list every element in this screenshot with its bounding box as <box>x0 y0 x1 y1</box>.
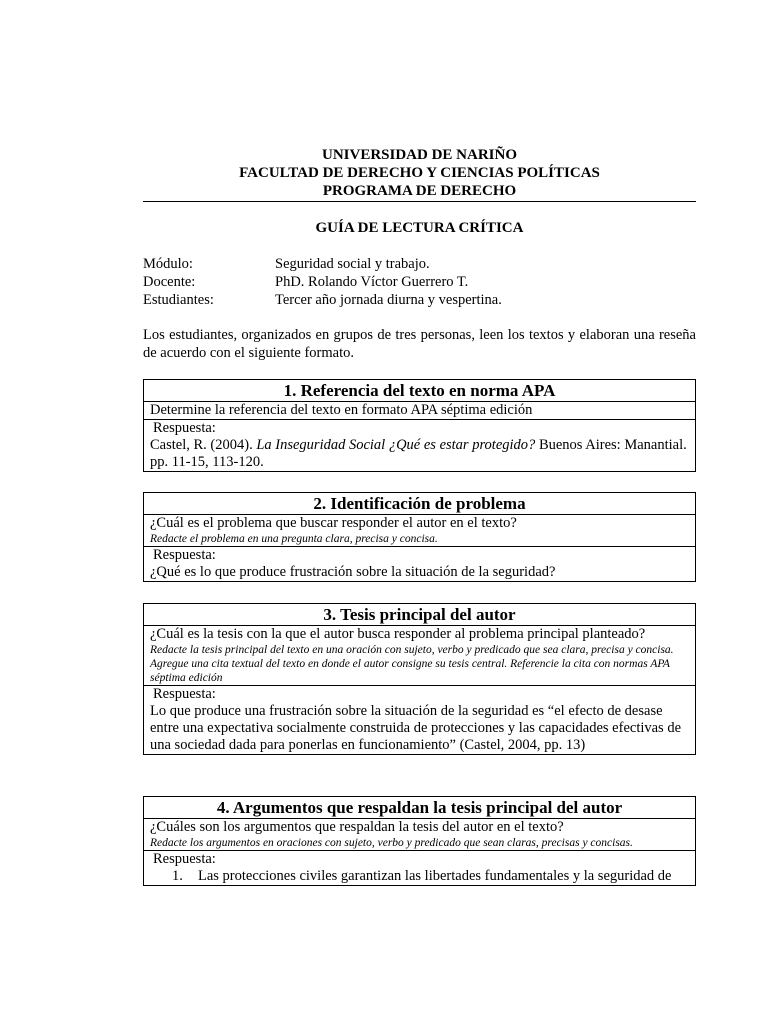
info-row-teacher <box>143 273 502 291</box>
section-problem <box>143 492 696 582</box>
info-value: Seguridad social y trabajo. <box>275 256 430 272</box>
section-answer-row <box>144 420 695 471</box>
section-title: 4. Argumentos que respaldan la tesis principal del autor <box>144 797 695 819</box>
section-thesis <box>143 603 696 755</box>
section-hint: Agregue una cita textual del texto en donde el autor consigne su tesis central. Referencie la cita con normas APA séptima edición <box>150 658 670 684</box>
header-divider <box>143 201 696 202</box>
info-row-module <box>143 255 502 273</box>
section-title: 2. Identificación de problema <box>144 493 695 515</box>
faculty-name: FACULTAD DE DERECHO Y CIENCIAS POLÍTICAS <box>239 165 600 181</box>
section-apa-reference <box>143 379 696 472</box>
response-label: Respuesta: <box>153 547 216 563</box>
response-label: Respuesta: <box>153 420 216 436</box>
guide-title: GUÍA DE LECTURA CRÍTICA <box>315 220 524 236</box>
answer-text <box>150 437 687 470</box>
section-question-row <box>144 402 695 420</box>
info-label: Estudiantes: <box>143 292 214 308</box>
section-answer-row <box>144 547 695 581</box>
section-hint: Redacte la tesis principal del texto en una oración con sujeto, verbo y predicado que sea clara, precisa y concisa. <box>150 644 674 656</box>
list-item <box>150 868 689 885</box>
section-question-row <box>144 515 695 547</box>
section-answer-row <box>144 686 695 754</box>
answer-text: Lo que produce una frustración sobre la situación de la seguridad es “el efecto de desase entre una expectativa socialmente construida de protecciones y las capacidades efectivas de una sociedad dada para ponerlas en funcionamiento” (Castel, 2004, pp. 13) <box>150 703 682 753</box>
section-title: 3. Tesis principal del autor <box>144 604 695 626</box>
section-question: ¿Cuál es el problema que buscar responder el autor en el texto? <box>150 515 517 531</box>
info-row-students <box>143 291 502 309</box>
answer-author: Castel, R. (2004). <box>150 437 257 453</box>
info-label: Docente: <box>143 274 196 290</box>
answer-text: ¿Qué es lo que produce frustración sobre la situación de la seguridad? <box>150 564 556 580</box>
section-question: Determine la referencia del texto en formato APA séptima edición <box>150 402 533 418</box>
info-label: Módulo: <box>143 256 193 272</box>
section-answer-row <box>144 851 695 885</box>
section-arguments <box>143 796 696 886</box>
section-hint: Redacte los argumentos en oraciones con sujeto, verbo y predicado que sean claras, precisas y concisas. <box>150 837 633 849</box>
answer-book-title: La Inseguridad Social ¿Qué es estar protegido? <box>256 437 536 453</box>
document-header <box>143 146 696 200</box>
section-title: 1. Referencia del texto en norma APA <box>144 380 695 402</box>
info-value: Tercer año jornada diurna y vespertina. <box>275 292 502 308</box>
response-label: Respuesta: <box>153 851 216 867</box>
response-label: Respuesta: <box>153 686 216 702</box>
section-question-row <box>144 819 695 851</box>
section-question: ¿Cuál es la tesis con la que el autor busca responder al problema principal planteado? <box>150 626 646 642</box>
list-item-text: Las protecciones civiles garantizan las libertades fundamentales y la seguridad de <box>198 868 672 884</box>
university-name: UNIVERSIDAD DE NARIÑO <box>321 147 518 163</box>
section-question: ¿Cuáles son los argumentos que respaldan la tesis del autor en el texto? <box>150 819 564 835</box>
intro-paragraph: Los estudiantes, organizados en grupos de tres personas, leen los textos y elaboran una reseña de acuerdo con el siguiente formato. <box>143 327 696 361</box>
section-hint: Redacte el problema en una pregunta clara, precisa y concisa. <box>150 533 438 545</box>
program-name: PROGRAMA DE DERECHO <box>322 183 517 199</box>
answer-publisher: Buenos Aires: Manantial. pp. 11-15, 113-120. <box>150 437 687 470</box>
info-value: PhD. Rolando Víctor Guerrero T. <box>275 274 469 290</box>
list-item-number: 1. <box>172 868 183 884</box>
section-question-row <box>144 626 695 686</box>
info-block <box>143 255 502 309</box>
